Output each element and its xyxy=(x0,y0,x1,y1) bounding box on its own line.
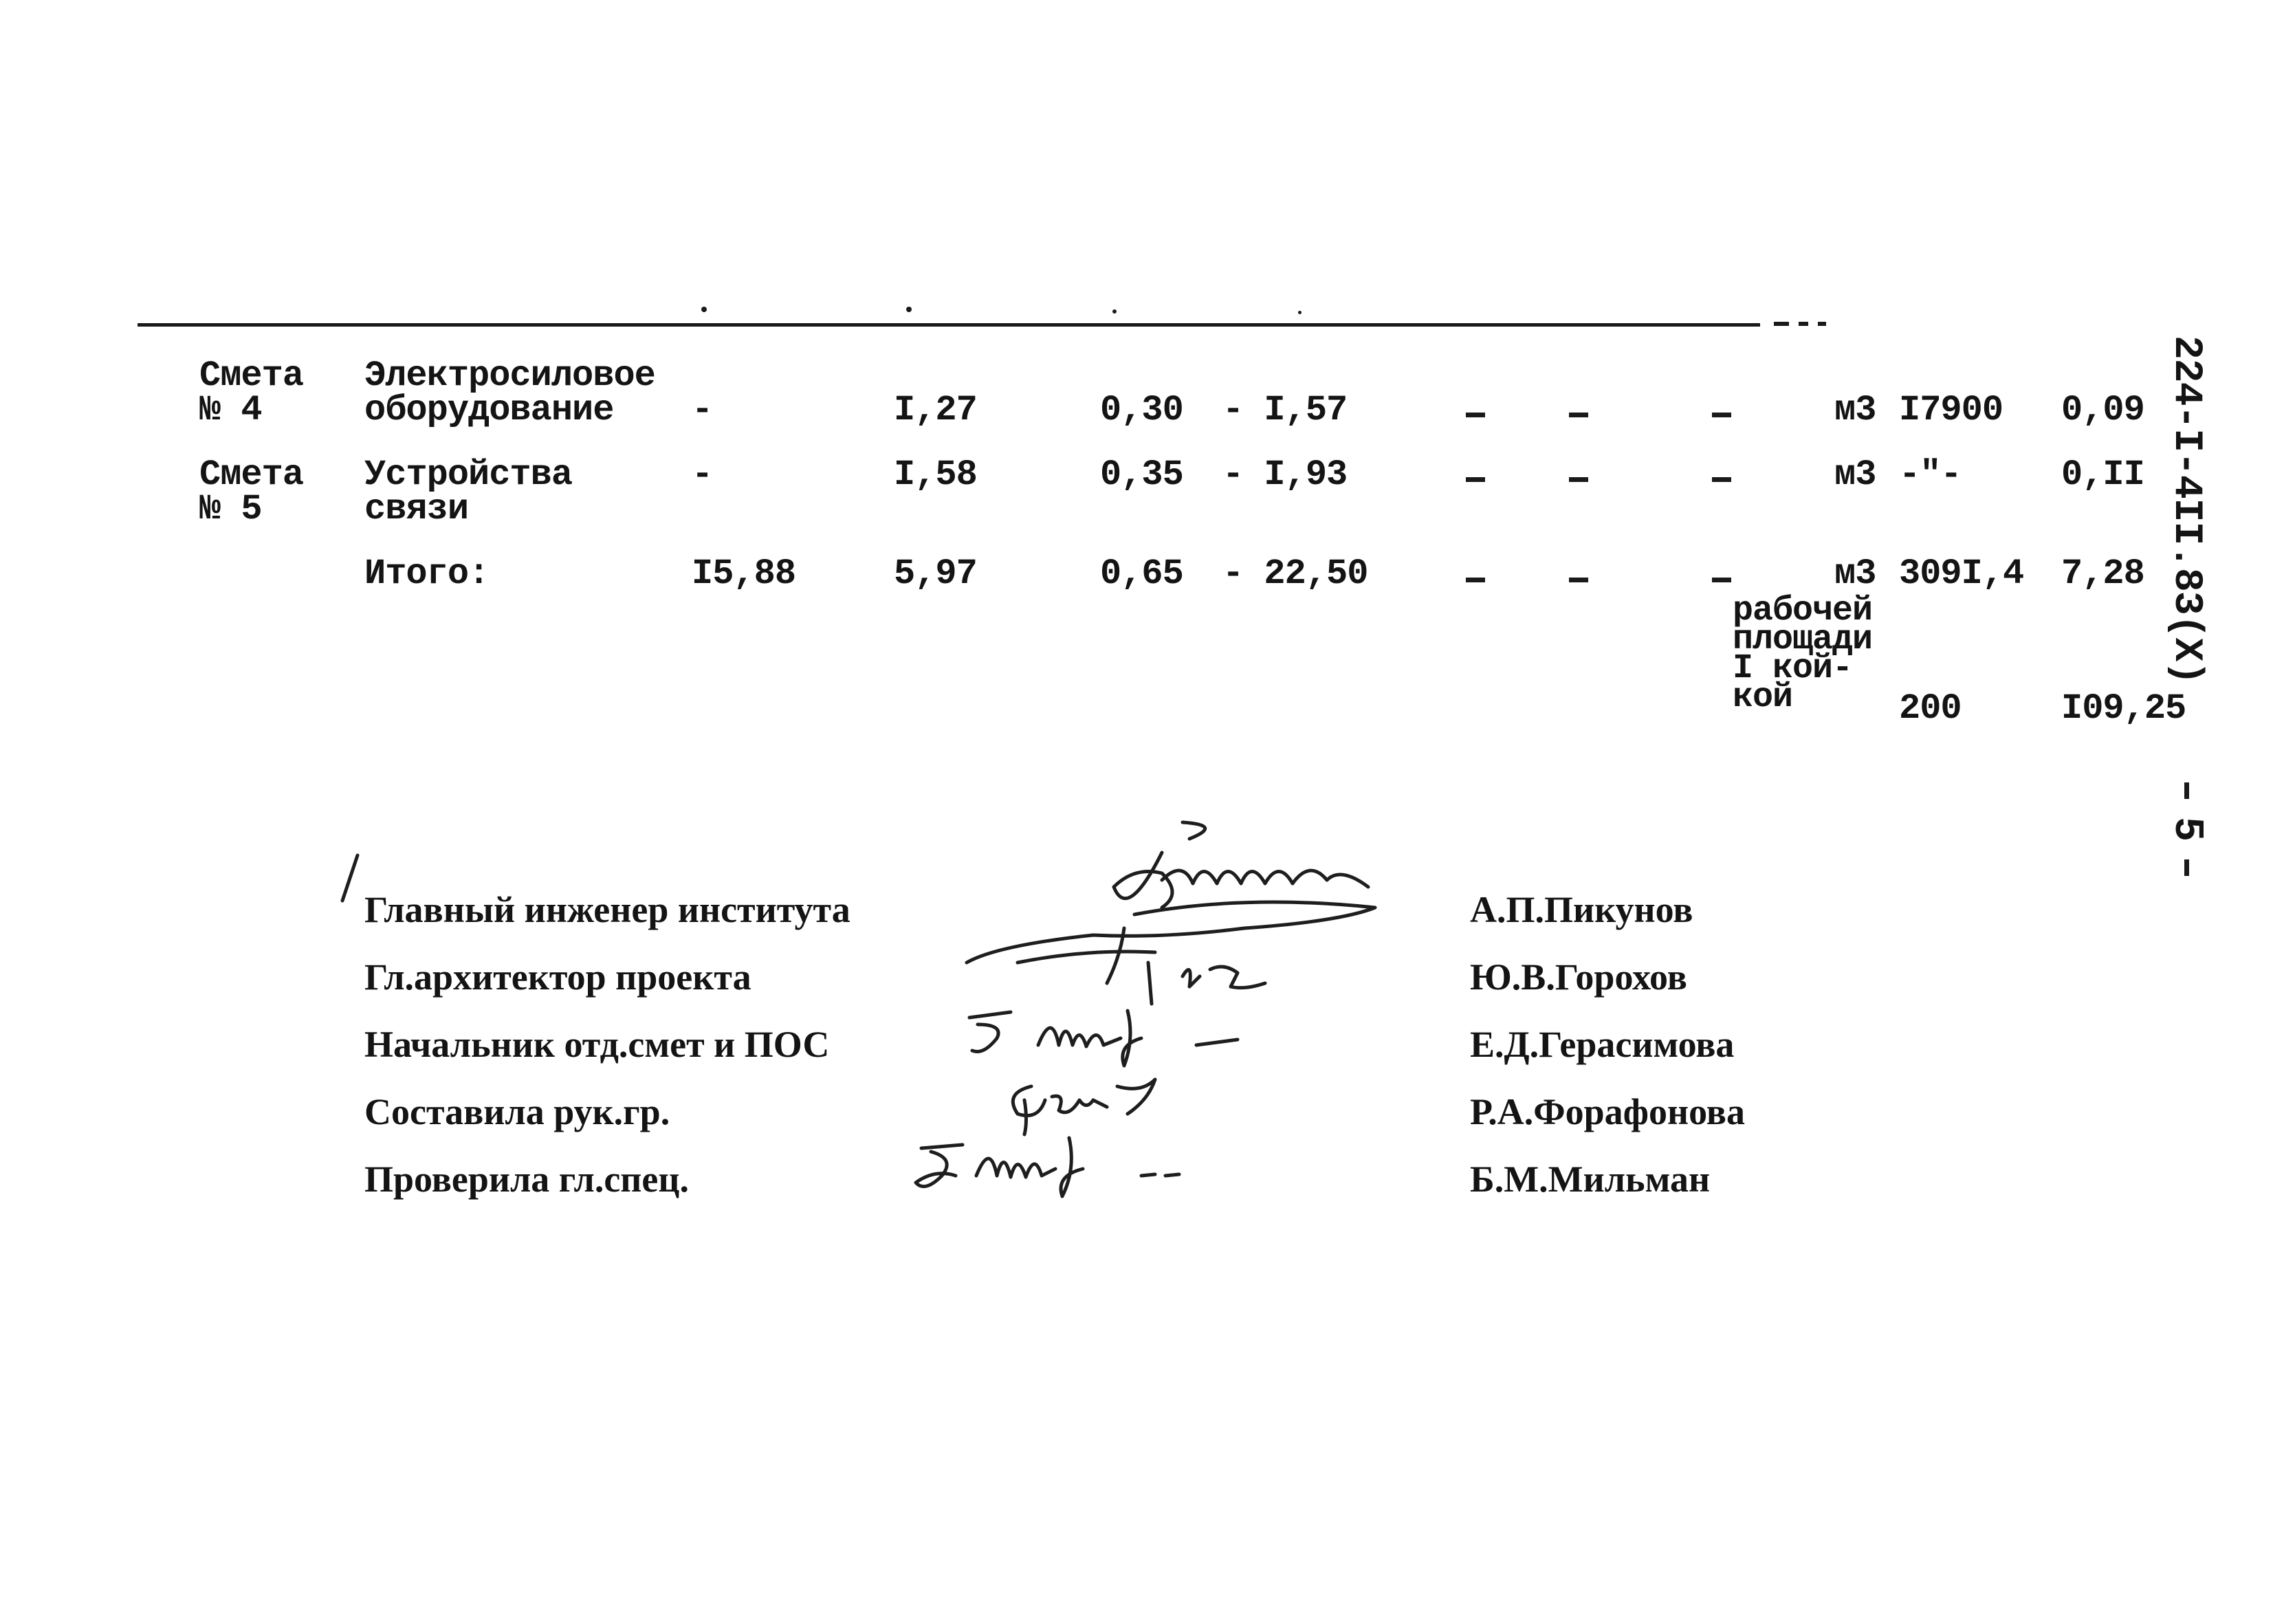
tick-mark xyxy=(337,853,364,908)
row-name-line: оборудование xyxy=(364,390,614,430)
cell-col1: - xyxy=(692,390,713,430)
cell-col3: 0,30 xyxy=(1100,390,1183,430)
row-name-line: связи xyxy=(364,489,469,529)
rule-tick xyxy=(1298,311,1302,314)
cell-col4: - I,93 xyxy=(1222,454,1348,495)
cell-col2: 5,97 xyxy=(894,553,977,594)
unit2-line: кой xyxy=(1733,678,1793,717)
row-label-line: Смета xyxy=(199,355,304,396)
cell-rate: 7,28 xyxy=(2061,553,2144,594)
row-name-line: Устройства xyxy=(364,454,573,495)
unit2-line: площади xyxy=(1733,620,1873,659)
cell-col2: I,58 xyxy=(894,454,977,495)
empty-cell-dash xyxy=(1466,413,1485,417)
cell-col1: I5,88 xyxy=(692,553,796,594)
signatory-role: Составила рук.гр. xyxy=(364,1091,670,1132)
unit2-line: рабочей xyxy=(1733,591,1873,630)
signatory-name: Ю.В.Горохов xyxy=(1470,956,1687,998)
empty-cell-dash xyxy=(1569,477,1588,482)
page-number-dash xyxy=(2184,859,2189,876)
empty-cell-dash xyxy=(1712,413,1731,417)
empty-cell-dash xyxy=(1712,477,1731,482)
table-top-rule xyxy=(138,323,1760,327)
total-label: Итого: xyxy=(364,553,490,594)
page-number-dash xyxy=(2184,782,2189,799)
unit2-line: I кой- xyxy=(1733,649,1853,688)
signatory-name: Е.Д.Герасимова xyxy=(1470,1024,1735,1065)
cell-qty: -"- xyxy=(1899,454,1962,495)
signatory-role: Начальник отд.смет и ПОС xyxy=(364,1024,830,1065)
signatory-role: Главный инженер института xyxy=(364,889,850,930)
cell-rate: 0,II xyxy=(2061,454,2144,495)
empty-cell-dash xyxy=(1569,413,1588,417)
cell-qty2: 200 xyxy=(1899,688,1962,729)
signatory-name: Р.А.Форафонова xyxy=(1470,1091,1745,1132)
cell-col4: - 22,50 xyxy=(1222,553,1368,594)
signatory-name: А.П.Пикунов xyxy=(1470,889,1693,930)
cell-col2: I,27 xyxy=(894,390,977,430)
empty-cell-dash xyxy=(1569,578,1588,582)
page-number: 5 xyxy=(2163,816,2210,842)
cell-rate2: I09,25 xyxy=(2061,688,2186,729)
rule-dash xyxy=(1774,322,1789,326)
empty-cell-dash xyxy=(1466,477,1485,482)
cell-col4: - I,57 xyxy=(1222,390,1348,430)
rule-tick xyxy=(906,307,912,312)
document-code: 224-I-4II.83(X) xyxy=(2164,336,2208,685)
cell-qty: I7900 xyxy=(1899,390,2003,430)
cell-col1: - xyxy=(692,454,713,495)
row-label-line: № 5 xyxy=(199,489,262,529)
handwritten-signature xyxy=(908,1128,1224,1203)
rule-dash xyxy=(1799,322,1808,326)
signatory-role: Гл.архитектор проекта xyxy=(364,956,751,998)
row-label-line: Смета xyxy=(199,454,304,495)
rule-tick xyxy=(701,307,707,312)
cell-unit: м3 xyxy=(1834,454,1876,495)
page-number-block xyxy=(2163,782,2210,886)
rule-tick xyxy=(1112,309,1117,314)
cell-unit: м3 xyxy=(1834,390,1876,430)
rule-dash xyxy=(1818,322,1826,326)
row-name-line: Электросиловое xyxy=(364,355,655,396)
empty-cell-dash xyxy=(1466,578,1485,582)
signatory-role: Проверила гл.спец. xyxy=(364,1159,689,1200)
row-label-line: № 4 xyxy=(199,390,262,430)
cell-rate: 0,09 xyxy=(2061,390,2144,430)
cell-col3: 0,65 xyxy=(1100,553,1183,594)
cell-col3: 0,35 xyxy=(1100,454,1183,495)
cell-qty: 309I,4 xyxy=(1899,553,2024,594)
empty-cell-dash xyxy=(1712,578,1731,582)
cell-unit: м3 xyxy=(1834,553,1876,594)
signatory-name: Б.М.Мильман xyxy=(1470,1159,1711,1200)
